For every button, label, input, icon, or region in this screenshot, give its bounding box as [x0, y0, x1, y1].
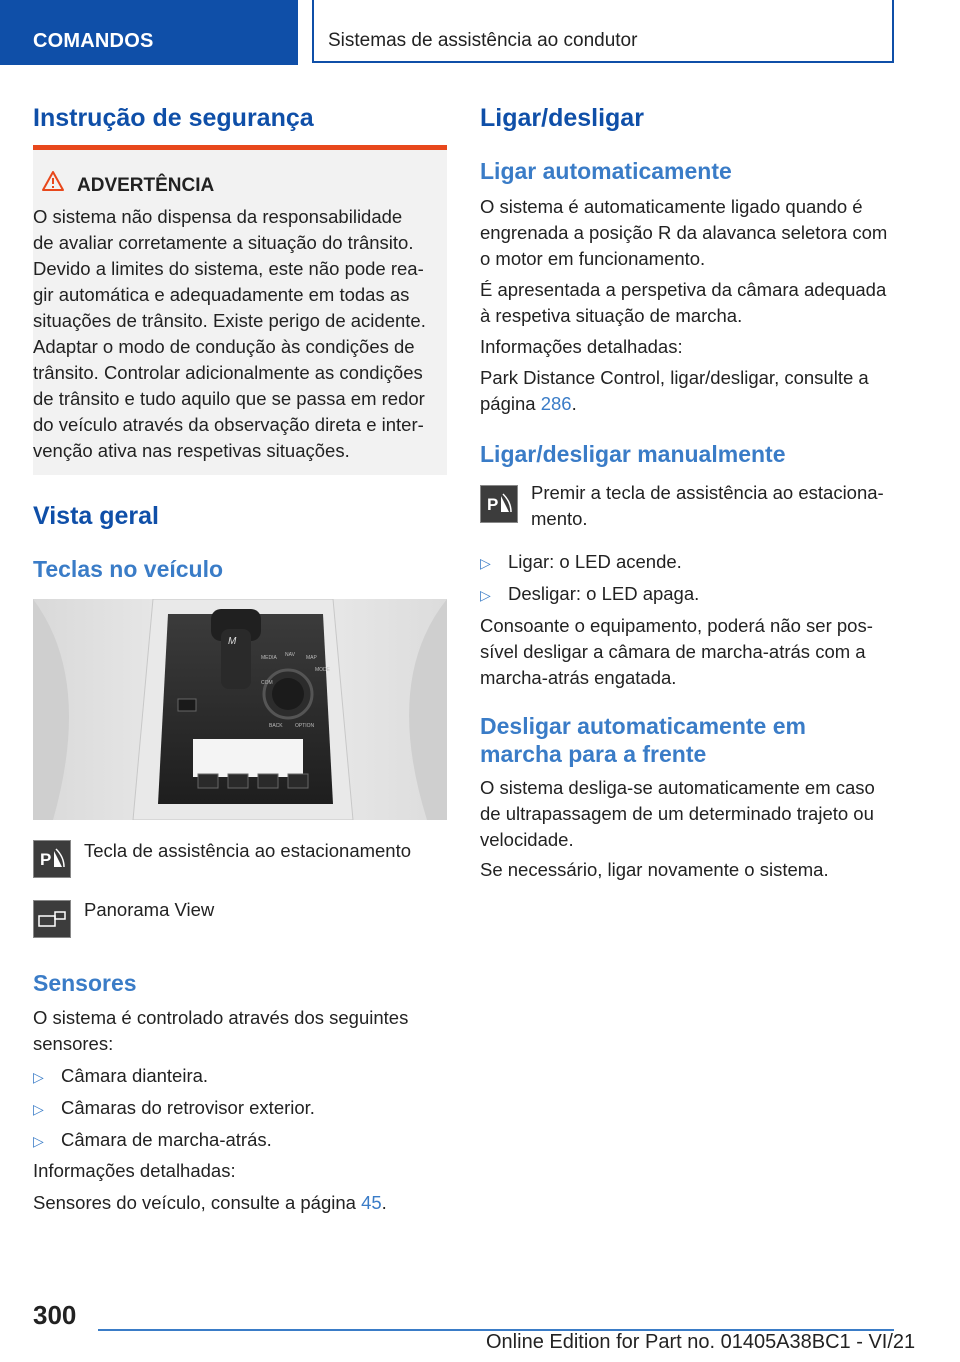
list-item-text: Desligar: o LED apaga. [508, 583, 700, 604]
parking-assist-icon [480, 485, 518, 523]
page-link[interactable]: 286 [540, 393, 572, 414]
sensors-intro-line: O sistema é controlado através dos seguintes [33, 1007, 409, 1028]
text-line: É apresentada a perspetiva da câmara adequada [480, 279, 887, 300]
text-line: O sistema é automaticamente ligado quando é [480, 196, 863, 217]
text-line: sível desligar a câmara de marcha-atrás com a [480, 641, 866, 662]
sensors-reference [33, 1190, 387, 1216]
list-item [33, 1063, 208, 1090]
text-line: engrenada a posição R da alavanca seletora com [480, 222, 888, 243]
onoff-heading: Ligar/desligar [480, 104, 644, 132]
sensors-intro-line: sensores: [33, 1033, 114, 1054]
console-label-media: MEDIA [261, 655, 277, 661]
warning-text [33, 204, 447, 464]
bullet-triangle-icon: ▷ [33, 1101, 44, 1117]
reference-text: página [480, 393, 541, 414]
console-label-back: BACK [269, 723, 283, 729]
equipment-text [480, 613, 873, 691]
bullet-triangle-icon: ▷ [33, 1069, 44, 1085]
svg-text:P: P [487, 495, 499, 514]
list-item [33, 1095, 315, 1122]
chapter-tab [312, 0, 894, 63]
auto-off-text [480, 775, 875, 853]
details-label: Informações detalhadas: [33, 1160, 236, 1181]
list-item-text: Câmara dianteira. [61, 1065, 209, 1086]
console-label-nav: NAV [285, 652, 295, 658]
keys-heading: Teclas no veículo [33, 556, 224, 582]
text-line: Consoante o equipamento, poderá não ser pos- [480, 615, 873, 636]
section-tab [0, 0, 298, 65]
sensors-heading: Sensores [33, 970, 137, 996]
warning-line: Devido a limites do sistema, este não pode rea- [33, 258, 424, 279]
center-console-illustration [33, 599, 447, 820]
list-item [33, 1127, 272, 1154]
console-m-badge: M [228, 636, 237, 647]
edition-text: Online Edition for Part no. 01405A38BC1 - VI/21 [486, 1331, 916, 1353]
warning-line: gir automática e adequadamente em todas as [33, 284, 410, 305]
bullet-triangle-icon: ▷ [33, 1133, 44, 1149]
text-line: marcha-atrás engatada. [480, 667, 677, 688]
warning-line: de trânsito e tudo aquilo que se passa em redor [33, 388, 425, 409]
key-item-label: Tecla de assistência ao estacionamento [84, 840, 412, 861]
bullet-triangle-icon: ▷ [480, 587, 491, 603]
console-label-com: COM [261, 680, 273, 686]
reference-suffix: . [571, 393, 577, 414]
auto-on-text [480, 194, 887, 272]
auto-on-heading: Ligar automaticamente [480, 158, 732, 184]
page-link[interactable]: 45 [361, 1192, 382, 1213]
svg-text:P: P [40, 850, 52, 869]
reference-text: Sensores do veículo, consulte a página [33, 1192, 362, 1213]
warning-line: O sistema não dispensa da responsabilidade [33, 206, 403, 227]
text-line: de ultrapassagem de um determinado trajeto ou [480, 803, 874, 824]
key-item-label: Panorama View [84, 899, 215, 920]
manual-text [531, 480, 884, 532]
parking-assist-icon [33, 840, 71, 878]
text-line: mento. [531, 508, 588, 529]
list-item-text: Câmara de marcha-atrás. [61, 1129, 272, 1150]
warning-line: do veículo através da observação direta e inter- [33, 414, 424, 435]
safety-heading: Instrução de segurança [33, 104, 314, 132]
bullet-triangle-icon: ▷ [480, 555, 491, 571]
overview-heading: Vista geral [33, 502, 160, 530]
text-line: à respetiva situação de marcha. [480, 305, 743, 326]
warning-line: de avaliar corretamente a situação do trânsito. [33, 232, 414, 253]
list-item [480, 581, 699, 608]
warning-line: situações de trânsito. Existe perigo de acidente. [33, 310, 426, 331]
chapter-title: Sistemas de assistência ao condutor [328, 30, 638, 51]
reference-text: Park Distance Control, ligar/desligar, consulte a [480, 367, 869, 388]
heading-line: marcha para a frente [480, 741, 707, 767]
list-item-text: Câmaras do retrovisor exterior. [61, 1097, 315, 1118]
warning-line: trânsito. Controlar adicionalmente as condições [33, 362, 423, 383]
warning-triangle-icon [41, 170, 65, 192]
page-number: 300 [33, 1300, 77, 1330]
warning-line: Adaptar o modo de condução às condições de [33, 336, 415, 357]
list-item-text: Ligar: o LED acende. [508, 551, 682, 572]
list-item [480, 549, 682, 576]
warning-line: venção ativa nas respetivas situações. [33, 440, 350, 461]
sensors-intro [33, 1005, 408, 1057]
text-line: Premir a tecla de assistência ao estaciona- [531, 482, 884, 503]
panorama-view-icon [33, 900, 71, 938]
text-line: o motor em funcionamento. [480, 248, 706, 269]
console-label-option: OPTION [295, 723, 315, 729]
warning-label: ADVERTÊNCIA [77, 175, 215, 196]
details-label: Informações detalhadas: [480, 336, 683, 357]
center-console-photo [33, 599, 447, 820]
section-title: COMANDOS [33, 30, 154, 52]
pdc-reference [480, 365, 869, 417]
text-line: O sistema desliga-se automaticamente em caso [480, 777, 875, 798]
heading-line: Desligar automaticamente em [480, 713, 806, 739]
reference-line [480, 391, 869, 417]
console-label-mode: MODE [315, 667, 330, 673]
text-line: velocidade. [480, 829, 574, 850]
auto-off-heading [480, 712, 806, 768]
console-label-map: MAP [306, 655, 317, 661]
restart-text: Se necessário, ligar novamente o sistema. [480, 859, 829, 880]
manual-heading: Ligar/desligar manualmente [480, 441, 786, 467]
perspective-text [480, 277, 886, 329]
reference-suffix: . [381, 1192, 387, 1213]
